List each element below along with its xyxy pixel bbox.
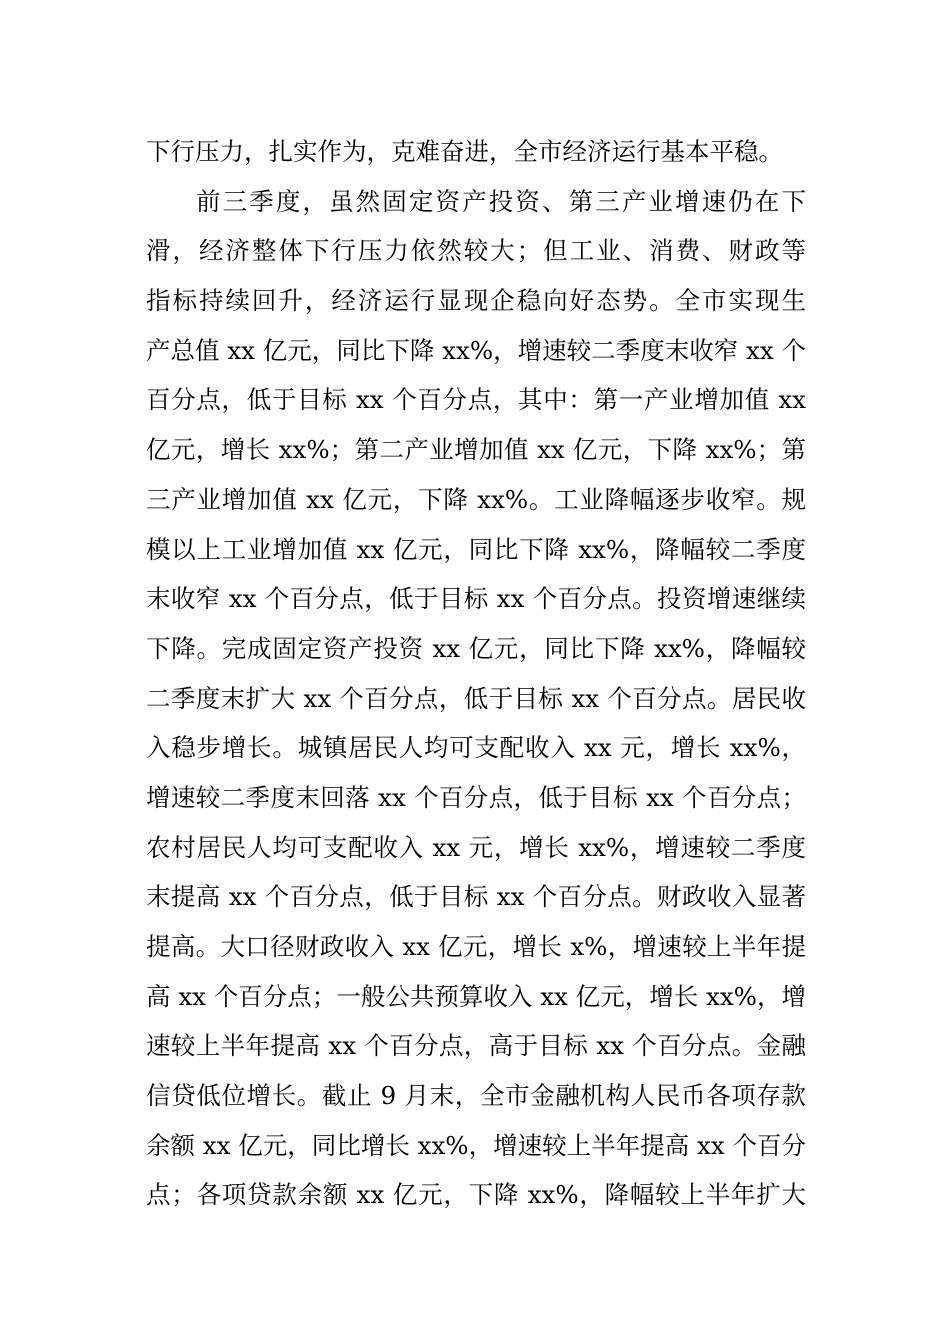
text-line: 农村居民人均可支配收入 xx 元，增长 xx%，增速较二季度 <box>146 832 806 862</box>
text-line: 信贷低位增长。截止 9 月末，全市金融机构人民币各项存款 <box>146 1081 806 1111</box>
text-line: 入稳步增长。城镇居民人均可支配收入 xx 元，增长 xx%， <box>146 733 806 763</box>
text-line: 下降。完成固定资产投资 xx 亿元，同比下降 xx%，降幅较 <box>146 633 806 663</box>
text-line: 百分点，低于目标 xx 个百分点，其中：第一产业增加值 xx <box>146 385 806 415</box>
text-line: 高 xx 个百分点；一般公共预算收入 xx 亿元，增长 xx%，增 <box>146 981 806 1011</box>
body-text <box>146 127 806 1220</box>
text-line: 二季度末扩大 xx 个百分点，低于目标 xx 个百分点。居民收 <box>146 683 806 713</box>
text-line: 指标持续回升，经济运行显现企稳向好态势。全市实现生 <box>146 286 806 316</box>
text-line: 下行压力，扎实作为，克难奋进，全市经济运行基本平稳。 <box>146 137 783 166</box>
text-line: 余额 xx 亿元，同比增长 xx%，增速较上半年提高 xx 个百分 <box>146 1130 806 1160</box>
text-line: 滑，经济整体下行压力依然较大；但工业、消费、财政等 <box>146 236 806 266</box>
paragraph-start-line: 前三季度，虽然固定资产投资、第三产业增速仍在下 <box>196 186 806 216</box>
text-line: 末提高 xx 个百分点，低于目标 xx 个百分点。财政收入显著 <box>146 882 806 912</box>
text-line: 点；各项贷款余额 xx 亿元，下降 xx%，降幅较上半年扩大 <box>146 1180 806 1210</box>
text-line: 速较上半年提高 xx 个百分点，高于目标 xx 个百分点。金融 <box>146 1031 806 1061</box>
text-line: 产总值 xx 亿元，同比下降 xx%，增速较二季度末收窄 xx 个 <box>146 335 806 365</box>
text-line: 末收窄 xx 个百分点，低于目标 xx 个百分点。投资增速继续 <box>146 584 806 614</box>
text-line: 增速较二季度末回落 xx 个百分点，低于目标 xx 个百分点； <box>146 782 806 812</box>
text-line: 三产业增加值 xx 亿元，下降 xx%。工业降幅逐步收窄。规 <box>146 484 806 514</box>
text-line: 提高。大口径财政收入 xx 亿元，增长 x%，增速较上半年提 <box>146 932 806 961</box>
text-line: 模以上工业增加值 xx 亿元，同比下降 xx%，降幅较二季度 <box>146 534 806 564</box>
text-line: 亿元，增长 xx%；第二产业增加值 xx 亿元，下降 xx%；第 <box>146 435 806 465</box>
